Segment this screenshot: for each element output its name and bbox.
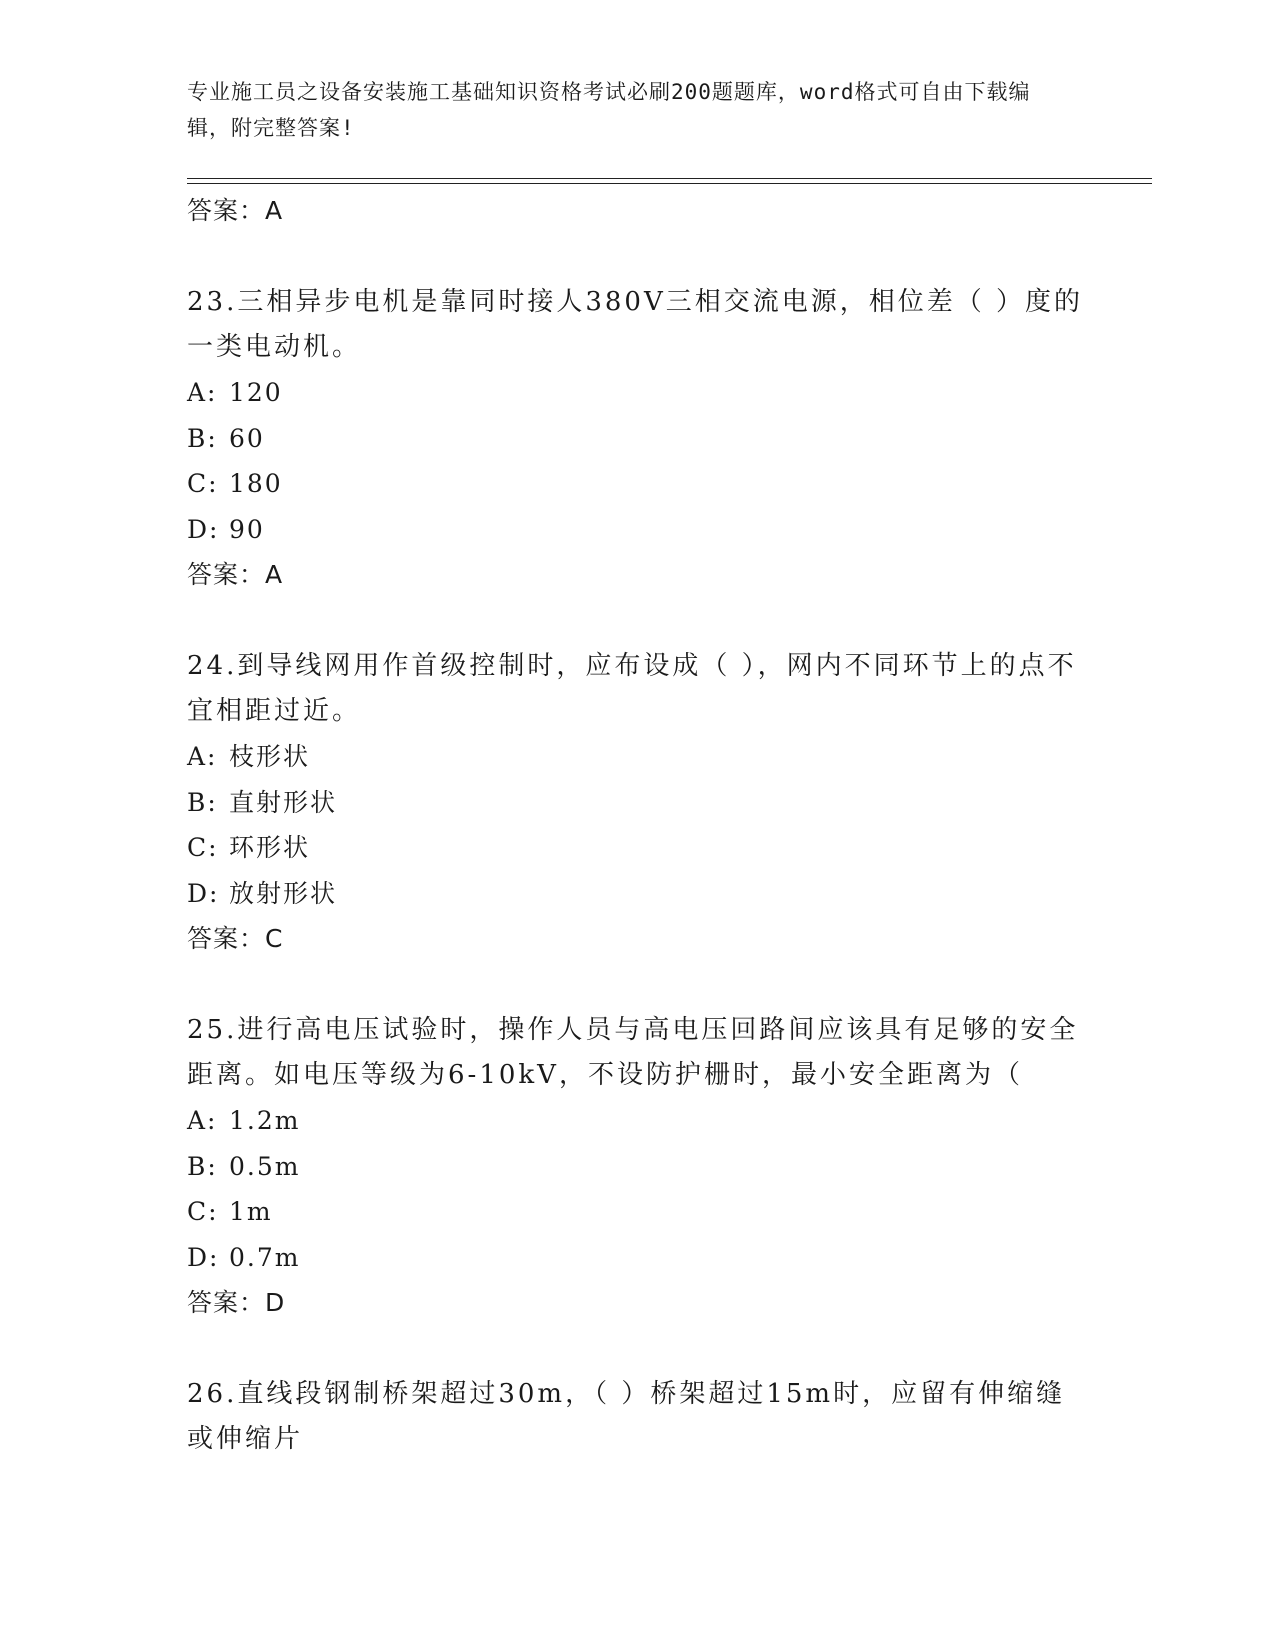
spacer [187, 234, 1087, 280]
option-letter: C: [187, 1197, 219, 1226]
option-value: 180 [229, 469, 283, 498]
option-b [187, 416, 1087, 462]
option-c [187, 1189, 1087, 1235]
option-value: 1.2m [229, 1106, 301, 1135]
question-text: 26.直线段钢制桥架超过30m，（ ）桥架超过15m时，应留有伸缩缝或伸缩片 [187, 1379, 1066, 1454]
option-letter: B: [187, 1151, 218, 1181]
spacer [187, 962, 1087, 1008]
option-letter: D: [187, 1242, 220, 1272]
option-value: 环形状 [229, 833, 311, 862]
option-d [187, 871, 1087, 917]
option-letter: A: [187, 378, 218, 407]
question-item [187, 1008, 1087, 1326]
option-letter: A: [187, 742, 218, 771]
option-a [187, 734, 1087, 780]
question-item [187, 1372, 1087, 1462]
question-text: 23.三相异步电机是靠同时接人380V三相交流电源，相位差（ ）度的一类电动机。 [187, 287, 1084, 362]
answer-line: 答案：D [187, 1288, 286, 1317]
option-letter: D: [187, 514, 220, 544]
question-text: 24.到导线网用作首级控制时，应布设成（ ），网内不同环节上的点不宜相距过近。 [187, 651, 1077, 726]
option-letter: C: [187, 469, 219, 498]
page-header-title: 专业施工员之设备安装施工基础知识资格考试必刷200题题库，word格式可自由下载编辑，附完整答案! [187, 80, 1031, 140]
option-d [187, 1235, 1087, 1281]
answer-line: 答案：A [187, 560, 284, 589]
question-list [187, 188, 1087, 1462]
answer-line: 答案：C [187, 924, 284, 953]
option-a [187, 370, 1087, 416]
option-value: 0.7m [229, 1242, 301, 1272]
option-letter: B: [187, 423, 218, 453]
option-value: 1m [229, 1197, 273, 1226]
question-item [187, 644, 1087, 962]
option-b [187, 780, 1087, 826]
option-value: 放射形状 [229, 878, 338, 908]
option-b [187, 1144, 1087, 1190]
question-text: 25.进行高电压试验时，操作人员与高电压回路间应该具有足够的安全距离。如电压等级为6-10kV，不设防护栅时，最小安全距离为（ [187, 1015, 1079, 1090]
header-divider-thin [187, 183, 1152, 184]
option-value: 60 [229, 423, 265, 453]
answer-line: 答案：A [187, 196, 284, 225]
header-divider-thick [187, 178, 1152, 179]
option-letter: A: [187, 1106, 218, 1135]
option-value: 直射形状 [229, 787, 338, 817]
option-c [187, 461, 1087, 507]
spacer [187, 598, 1087, 644]
option-letter: B: [187, 787, 218, 817]
option-letter: C: [187, 833, 219, 862]
option-value: 0.5m [229, 1151, 301, 1181]
question-item [187, 280, 1087, 598]
option-value: 120 [229, 378, 283, 407]
option-c [187, 825, 1087, 871]
option-letter: D: [187, 878, 220, 908]
option-d [187, 507, 1087, 553]
option-value: 枝形状 [229, 742, 311, 771]
option-a [187, 1098, 1087, 1144]
spacer [187, 1326, 1087, 1372]
option-value: 90 [229, 514, 265, 544]
